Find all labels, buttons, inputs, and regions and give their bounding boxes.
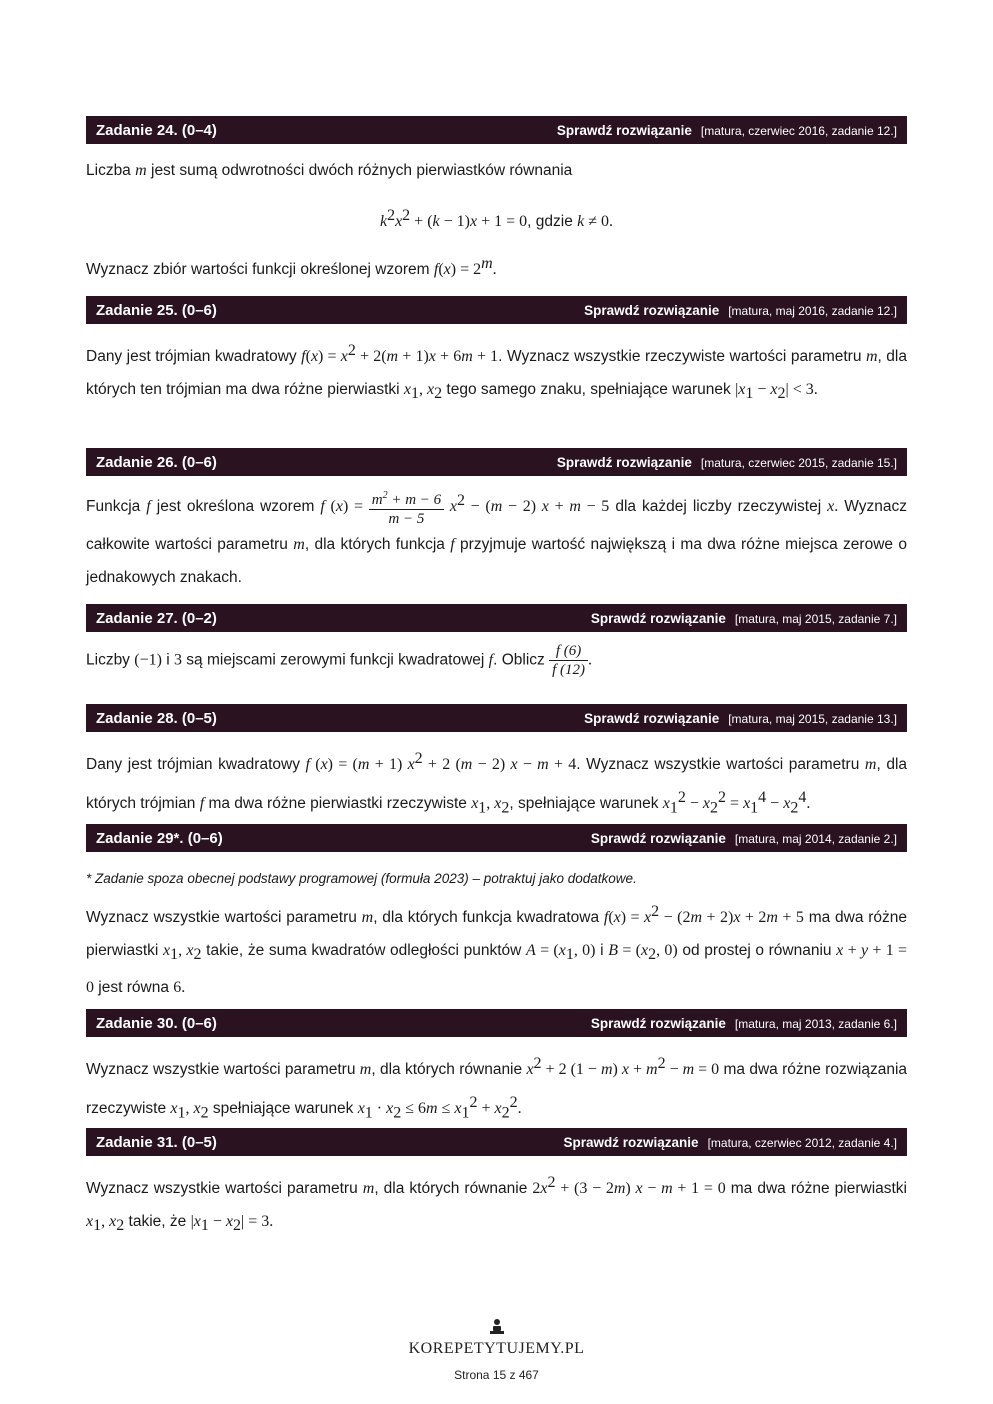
task-source: [matura, maj 2013, zadanie 6.] xyxy=(734,1016,897,1031)
check-solution-link[interactable]: Sprawdź rozwiązanie xyxy=(556,454,692,470)
task-header-26 xyxy=(86,448,907,476)
task-29-note: * Zadanie spoza obecnej podstawy programowej (formuła 2023) – potraktuj jako dodatkowe. xyxy=(86,871,637,886)
check-solution-link[interactable]: Sprawdź rozwiązanie xyxy=(584,710,720,726)
task-header-31 xyxy=(86,1128,907,1156)
task-source: [matura, maj 2015, zadanie 7.] xyxy=(734,611,897,626)
check-solution-link[interactable]: Sprawdź rozwiązanie xyxy=(584,302,720,318)
task-title: Zadanie 29*. (0–6) xyxy=(96,829,223,847)
task-29-text: Wyznacz wszystkie wartości parametru m, dla których funkcja kwadratowa $f(x) = x^2 - (2m + 2)x + 2m + 5$ ma dwa różne pierwiastki $x_1$, $x_2$ takie, że suma kwadratów odległości punktów $A = (x_1$, 0) i $B = (x_2$, 0) od prostej o równaniu x + y + 1 = 0 jest równa 6. xyxy=(86,903,908,997)
task-title: Zadanie 30. (0–6) xyxy=(96,1014,217,1032)
task-source: [matura, maj 2015, zadanie 13.] xyxy=(728,711,897,726)
task-title: Zadanie 25. (0–6) xyxy=(96,301,217,319)
footer-site[interactable]: KOREPETYTUJEMY.PL xyxy=(408,1340,585,1357)
task-source: [matura, czerwiec 2015, zadanie 15.] xyxy=(700,455,897,470)
check-solution-link[interactable]: Sprawdź rozwiązanie xyxy=(590,610,726,626)
task-30-text: Wyznacz wszystkie wartości parametru m, dla których równanie $x^2 + 2$ (1 − m) $x + m^2 - m = 0$ ma dwa różne rozwiązania rzeczywiste $x_1$, $x_2$ spełniające warunek $x_1 \cdot x_2 \le 6m \le x_1^2 + x_2^2$. xyxy=(86,1055,908,1122)
task-26-text: Funkcja f jest określona wzorem f (x) = $\frac{m^2 + m - 6}{m - 5}$ $x^2 - (m - 2) x + m - 5$ dla każdej liczby rzeczywistej x. Wyznacz całkowite wartości parametru m, dla których funkcja f przyjmuje wartość największą i ma dwa różne miejsca zerowe o jednakowych znakach. xyxy=(86,484,907,594)
task-title: Zadanie 24. (0–4) xyxy=(96,121,217,139)
task-header-30 xyxy=(86,1009,907,1037)
task-source: [matura, czerwiec 2012, zadanie 4.] xyxy=(707,1135,897,1150)
task-header-25 xyxy=(86,296,907,324)
task-header-24 xyxy=(86,116,907,144)
task-title: Zadanie 31. (0–5) xyxy=(96,1133,217,1151)
task-24-question: Wyznacz zbiór wartości funkcji określonej wzorem $f(x) = 2^m$. xyxy=(86,255,497,279)
task-source: [matura, maj 2014, zadanie 2.] xyxy=(734,831,897,846)
task-source: [matura, czerwiec 2016, zadanie 12.] xyxy=(700,123,897,138)
check-solution-link[interactable]: Sprawdź rozwiązanie xyxy=(563,1134,699,1150)
task-25-text: Dany jest trójmian kwadratowy $f(x) = x^2 + 2(m + 1)x + 6m + 1$. Wyznacz wszystkie rzeczywiste wartości parametru m, dla których ten trójmian ma dwa różne pierwiastki $x_1$, $x_2$ tego samego znaku, spełniające warunek $|x_1 - x_2| < 3$. xyxy=(86,342,907,403)
task-header-28 xyxy=(86,704,907,732)
check-solution-link[interactable]: Sprawdź rozwiązanie xyxy=(556,122,692,138)
task-title: Zadanie 27. (0–2) xyxy=(96,609,217,627)
task-header-29 xyxy=(86,824,907,852)
task-28-text: Dany jest trójmian kwadratowy f (x) = (m + 1) $x^2 + 2$ (m − 2) x − m + 4. Wyznacz wszystkie wartości parametru m, dla których trójmian f ma dwa różne pierwiastki rzeczywiste $x_1$, $x_2$, spełniające warunek $x_1^2 - x_2^2 = x_1^4 - x_2^4$. xyxy=(86,750,908,817)
task-27-text: Liczby (−1) i 3 są miejscami zerowymi funkcji kwadratowej f. Oblicz $\frac{f (6)}{f (12)}$ . xyxy=(86,643,592,678)
task-24-equation: $k^2x^2 + (k - 1)x + 1 = 0$, gdzie k ≠ 0. xyxy=(379,207,614,231)
task-title: Zadanie 28. (0–5) xyxy=(96,709,217,727)
page-number: Strona 15 z 467 xyxy=(454,1368,539,1382)
task-source: [matura, maj 2016, zadanie 12.] xyxy=(728,303,897,318)
person-at-desk-icon xyxy=(488,1318,506,1336)
task-header-27 xyxy=(86,604,907,632)
task-24-text: Liczba m jest sumą odwrotności dwóch różnych pierwiastków równania xyxy=(86,162,573,179)
footer-logo xyxy=(0,1318,993,1341)
check-solution-link[interactable]: Sprawdź rozwiązanie xyxy=(590,830,726,846)
task-31-text: Wyznacz wszystkie wartości parametru m, dla których równanie $2x^2 + (3 - 2m) x - m + 1 = 0$ ma dwa różne pierwiastki $x_1$, $x_2$ takie, że $|x_1 - x_2| = 3$. xyxy=(86,1174,908,1235)
check-solution-link[interactable]: Sprawdź rozwiązanie xyxy=(590,1015,726,1031)
task-title: Zadanie 26. (0–6) xyxy=(96,453,217,471)
